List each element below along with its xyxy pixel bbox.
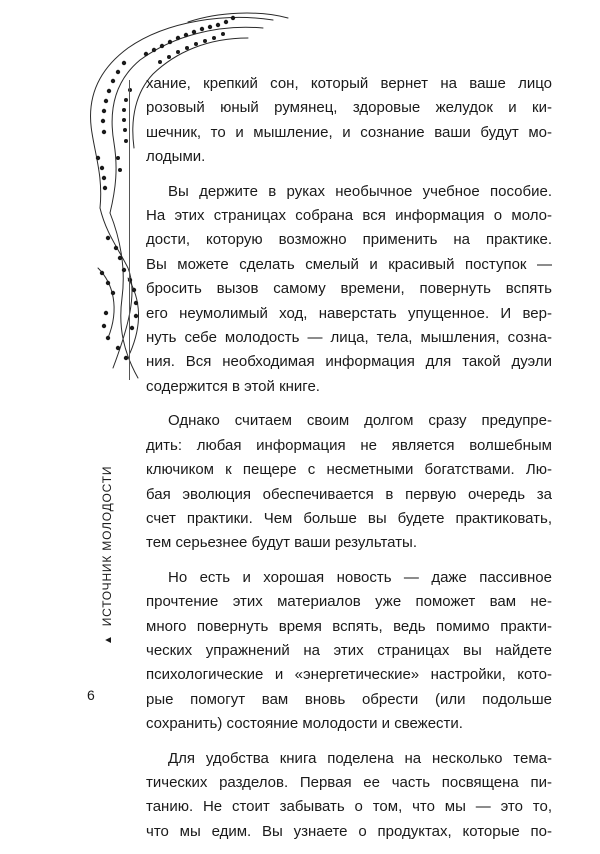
running-head-text: ИСТОЧНИК МОЛОДОСТИ (100, 465, 114, 627)
text-line: ческих упражнений на этих страницах вы найдете (146, 641, 552, 659)
text-line: что мы едим. Вы узнаете о продуктах, которые по- (146, 822, 552, 840)
text-line: дить: любая информация не является волшебным (146, 436, 552, 454)
text-line: Но есть и хорошая новость — даже пассивное (168, 568, 552, 586)
text-line: ния. Вся необходимая информация для такой дуэли (146, 353, 552, 371)
text-line: сохранить) состояние молодости и свежести. (146, 715, 463, 733)
margin-divider (129, 80, 130, 380)
text-line: дости, которую возможно применить на практике. (146, 231, 552, 249)
text-line: бросить вызов самому времени, повернуть вспять (146, 280, 552, 298)
text-line: ключиком к пещере с несметными богатствами. Лю- (146, 461, 552, 479)
paragraph (146, 72, 552, 170)
text-line: счет практики. Чем больше вы будете практиковать, (146, 509, 552, 527)
running-head (100, 466, 114, 645)
text-line: тем серьезнее будут ваши результаты. (146, 534, 417, 552)
text-line: шечник, то и мышление, и сознание ваши будут мо- (146, 123, 552, 141)
text-line: нуть себе молодость — лица, тела, мышления, созна- (146, 329, 552, 347)
paragraph (146, 566, 552, 737)
text-line: На этих страницах собрана вся информация о моло- (146, 207, 552, 225)
text-line: лодыми. (146, 148, 206, 166)
text-line: прочтение этих материалов уже поможет вам не- (146, 593, 552, 611)
text-line: его неумолимый ход, наверстать упущенное. И вер- (146, 304, 552, 322)
text-line: Однако считаем своим долгом сразу предупре- (168, 412, 552, 430)
text-line: бая эволюция обеспечивается в первую очередь за (146, 485, 552, 503)
text-line: тических разделов. Первая ее часть посвящена пи- (146, 773, 552, 791)
text-line: танию. Не стоит забывать о том, что мы — это то, (146, 798, 552, 816)
text-line: розовый юный румянец, здоровые желудок и ки- (146, 99, 552, 117)
text-line: Вы можете сделать смелый и красивый поступок — (146, 255, 552, 273)
text-line: много повернуть время вспять, ведь помимо практи- (146, 617, 552, 635)
text-line: рые помогут вам вновь обрести (или подольше (146, 690, 552, 708)
triangle-marker-icon: ▲ (103, 634, 114, 645)
text-line: Вы держите в руках необычное учебное пособие. (168, 182, 552, 200)
paragraph (146, 409, 552, 555)
text-line: хание, крепкий сон, который вернет на ваше лицо (146, 75, 552, 92)
page-number: 6 (87, 687, 95, 703)
paragraph (146, 747, 552, 845)
text-line: психологические и «энергетические» настройки, кото- (146, 666, 552, 684)
body-text (146, 72, 552, 854)
text-line: содержится в этой книге. (146, 377, 320, 395)
paragraph (146, 180, 552, 400)
text-line: Для удобства книга поделена на несколько тема- (168, 749, 552, 767)
